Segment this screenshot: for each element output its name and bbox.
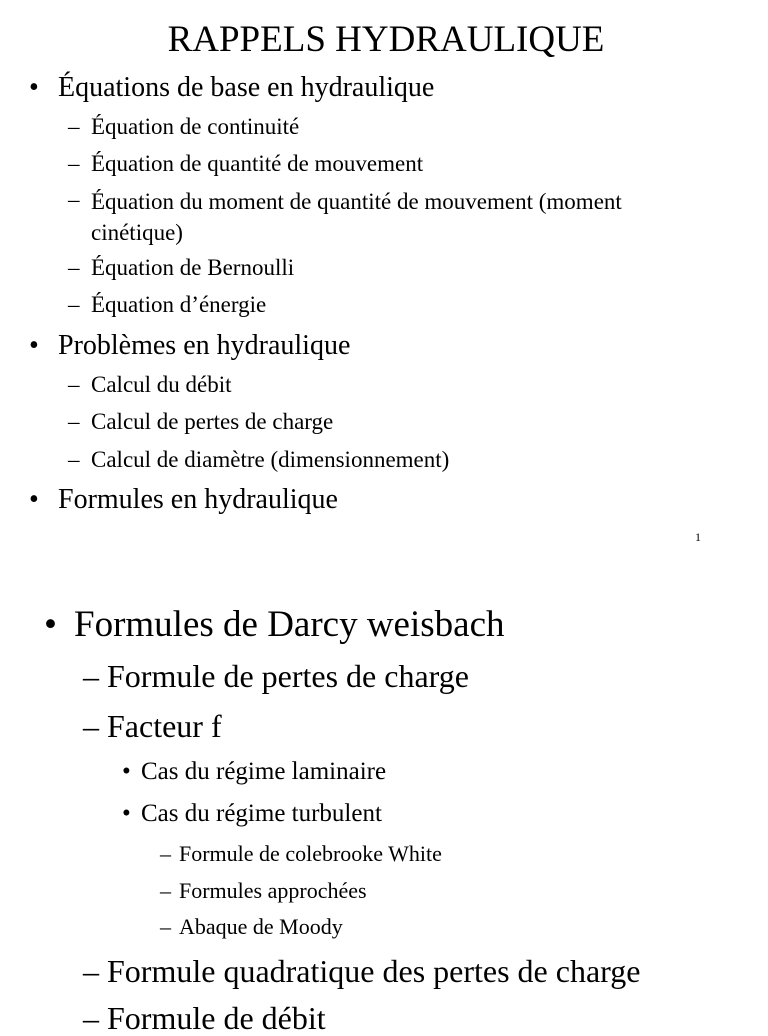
bullet-marker: • [29,484,39,515]
section-label: Problèmes en hydraulique [58,330,351,361]
list-item-text: Équation du moment de quantité de mouvement (moment cinétique) [91,189,622,245]
list-item-text: Formules approchées [179,878,367,903]
list-item-text: Équation d’énergie [91,292,267,317]
bullet-marker: • [122,758,131,785]
dash-marker: – [160,841,171,866]
list-item-text: Formule de colebrooke White [179,841,442,866]
list-item-text: Cas du régime laminaire [141,758,387,785]
list-item-text: Calcul de diamètre (dimensionnement) [91,447,450,472]
slide-2 [0,560,768,1036]
list-item-text: Cas du régime turbulent [141,800,382,827]
bullet-marker: • [122,800,131,827]
slide-title: RAPPELS HYDRAULIQUE [167,19,605,60]
list-item-text: Formule de pertes de charge [107,658,469,694]
list-item-text: Facteur f [107,708,222,744]
dash-marker: – [160,878,171,903]
dash-marker: – [68,409,80,434]
list-item-text: Abaque de Moody [179,914,343,939]
bullet-marker: • [29,72,39,103]
dash-marker: – [160,914,171,939]
bullet-marker: • [29,330,39,361]
page-number: 1 [695,530,701,544]
section-label: Équations de base en hydraulique [58,72,435,103]
list-item-text: Équation de Bernoulli [91,255,295,280]
list-item-text: Équation de quantité de mouvement [91,151,424,176]
list-item-text: Calcul de pertes de charge [91,409,334,434]
heading-text: Formules de Darcy weisbach [74,604,505,645]
list-item-text: Formule quadratique des pertes de charge [107,953,641,989]
dash-marker: – [68,447,80,472]
list-item-text: Équation de continuité [91,114,300,139]
dash-marker: – [83,953,99,989]
bullet-marker: • [44,604,57,645]
dash-marker: – [68,255,80,280]
dash-marker: – [83,708,99,744]
dash-marker: – [68,372,80,397]
dash-marker: – [68,187,80,212]
list-item-text: Calcul du débit [91,372,232,397]
section-label: Formules en hydraulique [58,484,338,515]
list-item-text: Formule de débit [107,1000,326,1036]
dash-marker: – [83,658,99,694]
dash-marker: – [68,292,80,317]
dash-marker: – [68,151,80,176]
dash-marker: – [68,114,80,139]
dash-marker: – [83,1000,99,1036]
